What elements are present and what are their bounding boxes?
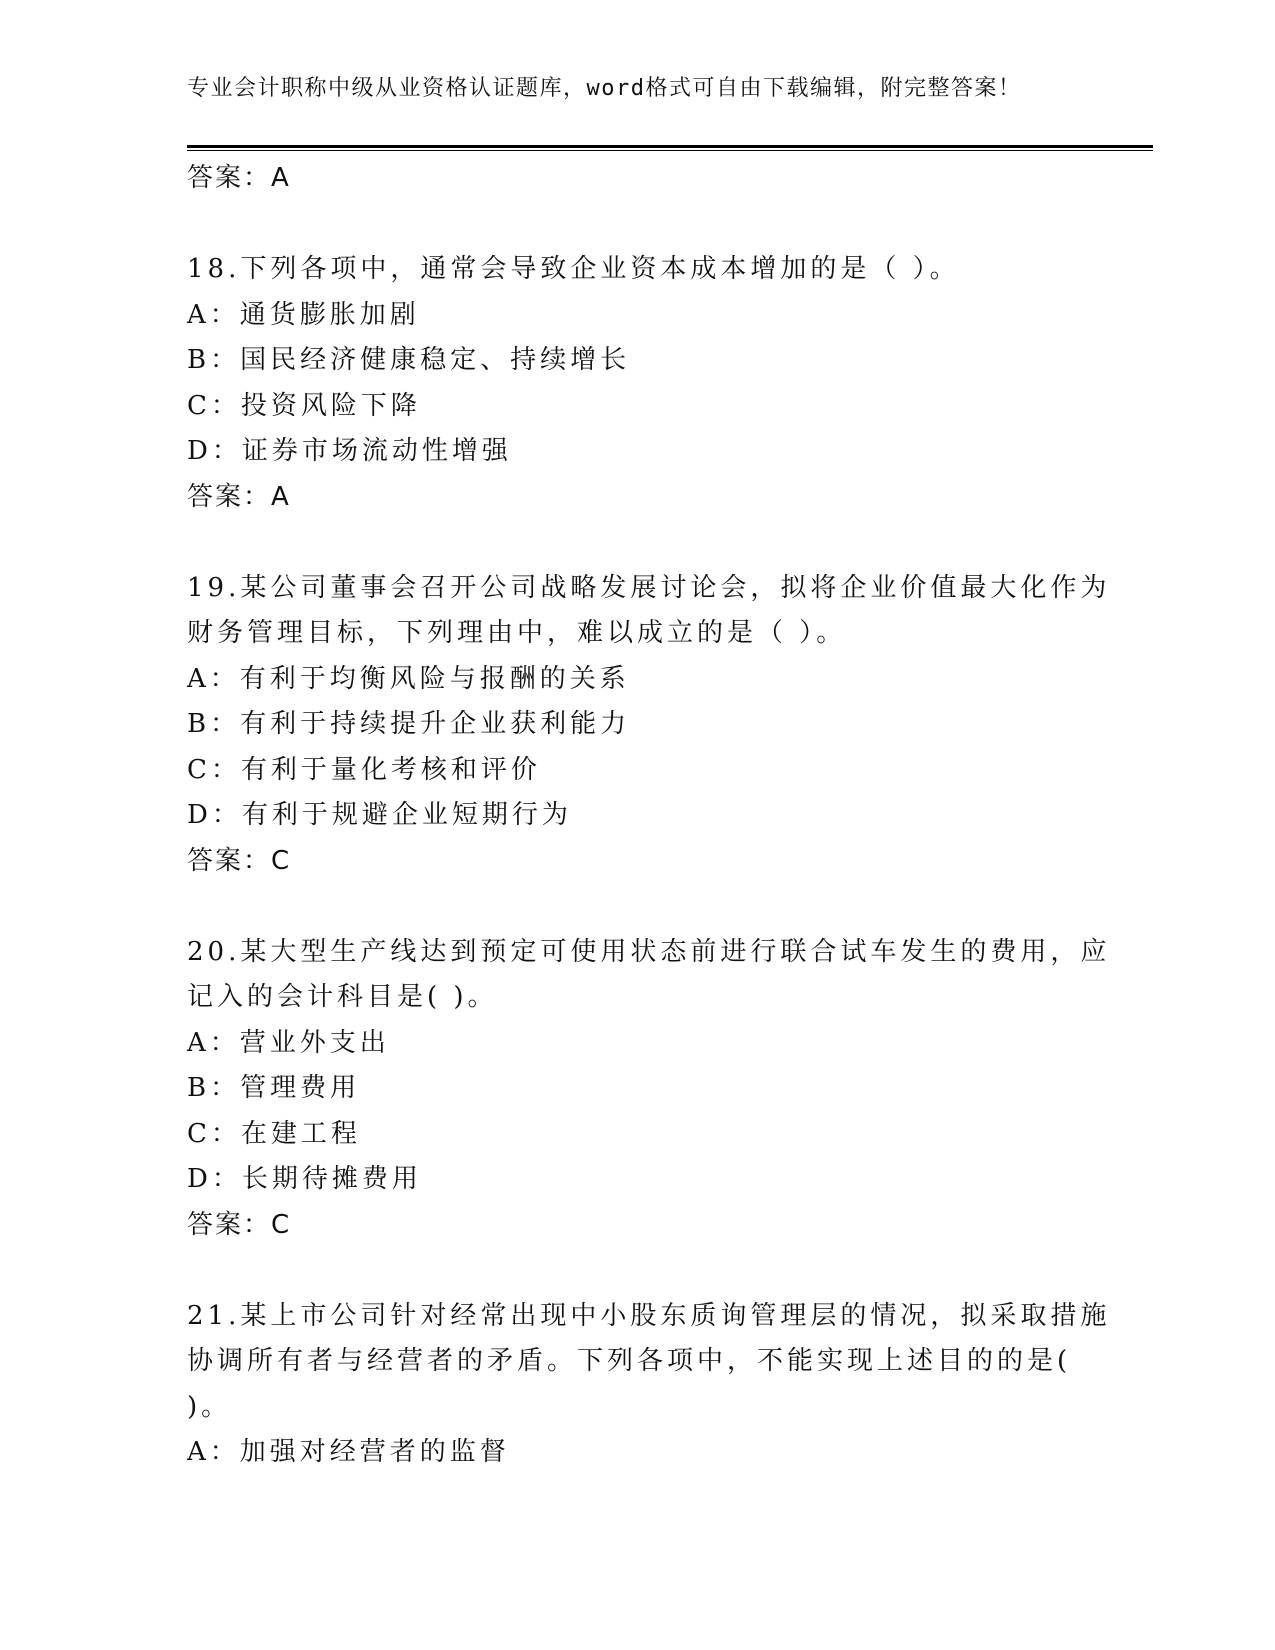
question-19-option-b: B：有利于持续提升企业获利能力 bbox=[187, 709, 631, 739]
answer-20: 答案：C bbox=[187, 1209, 292, 1240]
question-19-stem-line-2: 财务管理目标，下列理由中，难以成立的是（ ）。 bbox=[187, 618, 847, 648]
header-rule-thick bbox=[187, 145, 1153, 148]
question-18-option-c: C：投资风险下降 bbox=[187, 390, 421, 421]
question-20-option-d: D：长期待摊费用 bbox=[187, 1164, 422, 1194]
spacer bbox=[187, 884, 1067, 930]
question-list bbox=[187, 156, 1111, 1476]
spacer bbox=[187, 1248, 1067, 1294]
question-20-option-b: B：管理费用 bbox=[187, 1073, 361, 1103]
question-20-option-a: A：营业外支出 bbox=[187, 1027, 390, 1058]
spacer bbox=[187, 520, 1067, 566]
question-18-stem: 18.下列各项中，通常会导致企业资本成本增加的是（ ）。 bbox=[187, 254, 960, 284]
question-19-option-d: D：有利于规避企业短期行为 bbox=[187, 800, 572, 830]
question-21-stem-line-1: 21.某上市公司针对经常出现中小股东质询管理层的情况，拟采取措施 bbox=[187, 1300, 1111, 1331]
question-19-option-c: C：有利于量化考核和评价 bbox=[187, 754, 541, 785]
question-20-stem-line-1: 20.某大型生产线达到预定可使用状态前进行联合试车发生的费用，应 bbox=[187, 936, 1111, 967]
question-19-stem-line-1: 19.某公司董事会召开公司战略发展讨论会，拟将企业价值最大化作为 bbox=[187, 572, 1111, 603]
question-18-option-a: A：通货膨胀加剧 bbox=[187, 299, 420, 330]
answer-19: 答案：C bbox=[187, 845, 292, 876]
header-rule-thin bbox=[187, 150, 1153, 151]
question-21-stem-line-3: )。 bbox=[187, 1391, 232, 1422]
question-20-stem-line-2: 记入的会计科目是( )。 bbox=[187, 982, 498, 1012]
question-19-option-a: A：有利于均衡风险与报酬的关系 bbox=[187, 663, 630, 694]
question-21-option-a: A：加强对经营者的监督 bbox=[187, 1437, 510, 1467]
question-18-option-d: D：证券市场流动性增强 bbox=[187, 436, 512, 466]
answer-17: 答案：A bbox=[187, 163, 291, 193]
question-21-stem-line-2: 协调所有者与经营者的矛盾。下列各项中，不能实现上述目的的是( bbox=[187, 1346, 1072, 1376]
answer-18: 答案：A bbox=[187, 481, 291, 512]
question-18-option-b: B：国民经济健康稳定、持续增长 bbox=[187, 345, 631, 375]
spacer bbox=[187, 202, 1067, 248]
question-20-option-c: C：在建工程 bbox=[187, 1118, 361, 1149]
page-header: 专业会计职称中级从业资格认证题库，word格式可自由下载编辑，附完整答案！ bbox=[187, 76, 1022, 101]
